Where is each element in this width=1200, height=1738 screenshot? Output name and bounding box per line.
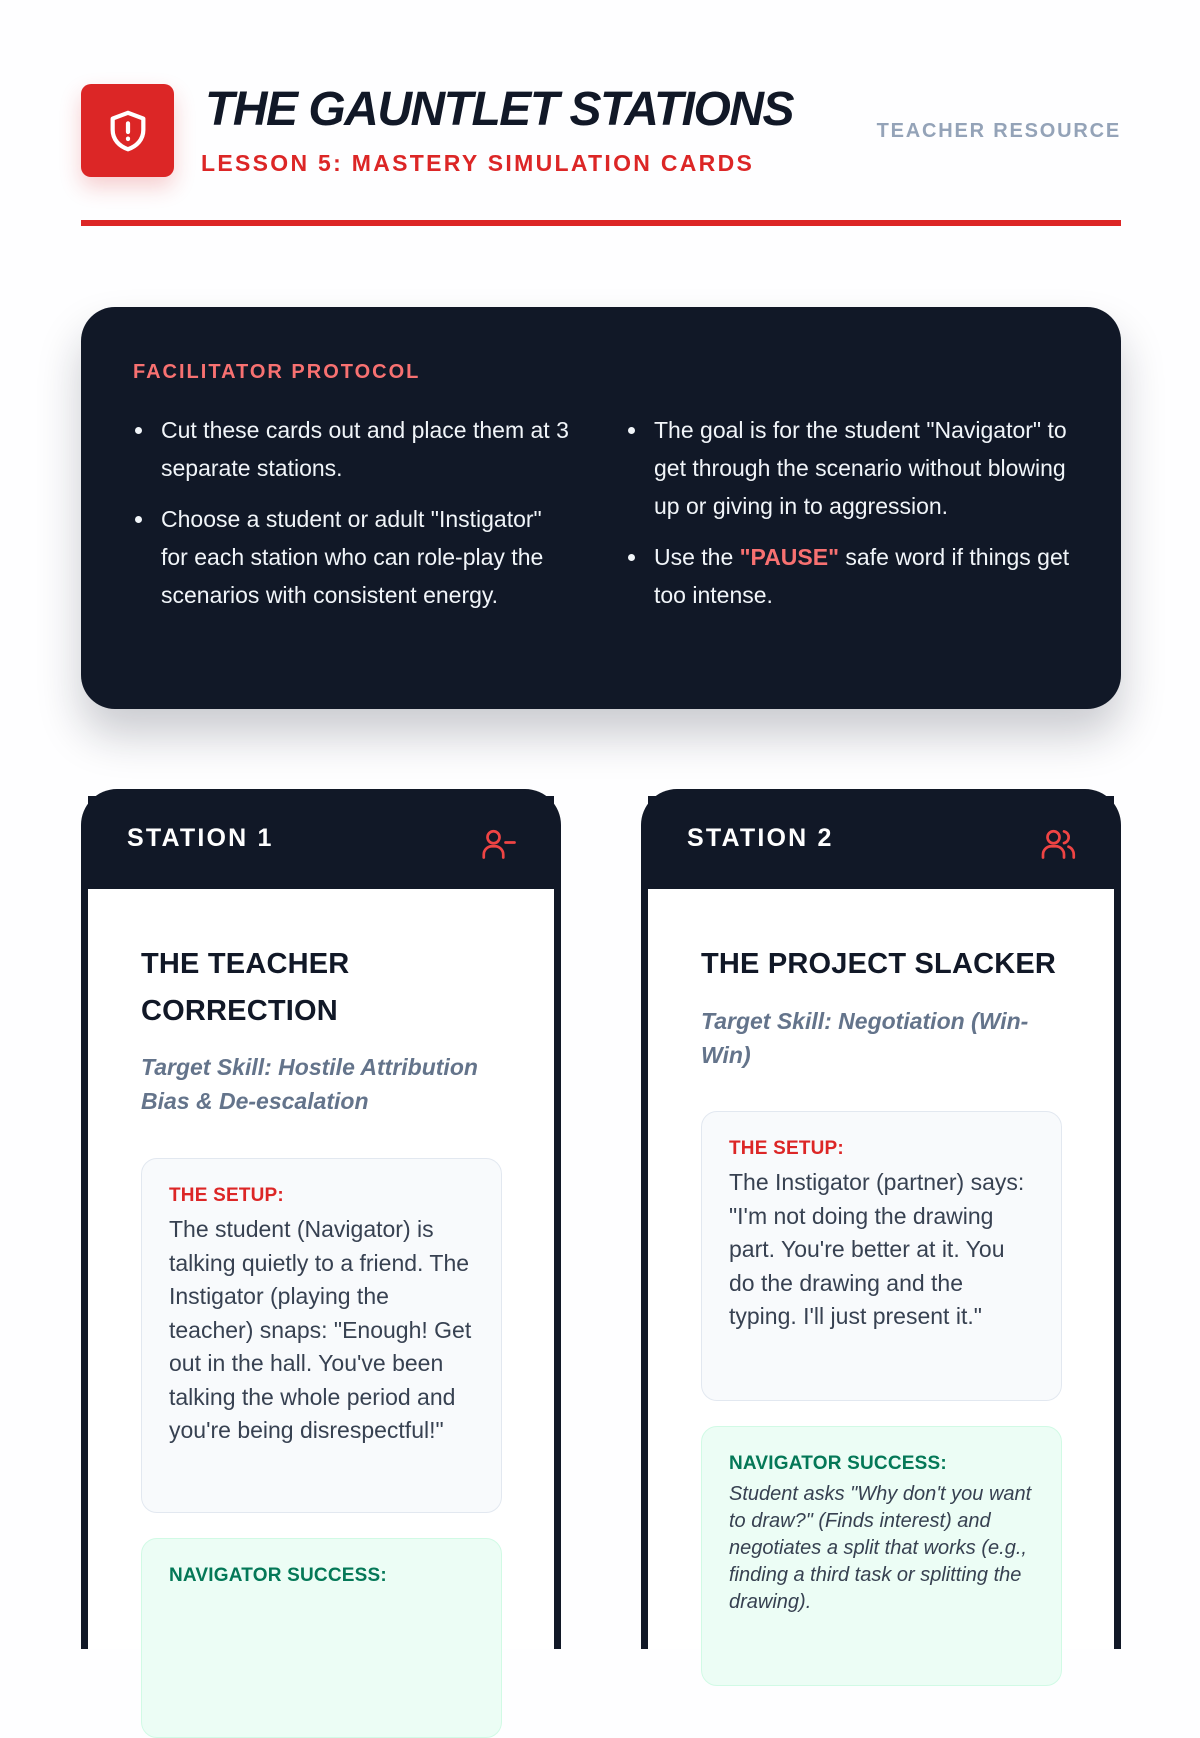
resource-tag: TEACHER RESOURCE (876, 120, 1121, 142)
page-subtitle: LESSON 5: MASTERY SIMULATION CARDS (201, 150, 755, 176)
protocol-item: Cut these cards out and place them at 3 separate stations. (133, 411, 573, 487)
station-title: THE TEACHER CORRECTION (141, 948, 350, 1027)
pause-text-before: Use the (654, 544, 740, 570)
users-icon (1040, 826, 1076, 862)
pause-text-after: safe word if things get too intense. (654, 544, 1070, 608)
page-header (81, 84, 1121, 228)
target-skill: Target Skill: Hostile Attribution Bias & De-escalation (141, 1054, 478, 1114)
success-label: NAVIGATOR SUCCESS: (729, 1453, 947, 1474)
protocol-item-pause (626, 538, 1076, 614)
success-label: NAVIGATOR SUCCESS: (169, 1565, 387, 1586)
station-label: STATION 1 (127, 824, 274, 852)
navigator-success-box (701, 1426, 1062, 1686)
setup-box (141, 1158, 502, 1513)
shield-alert-icon (105, 108, 151, 154)
setup-box (701, 1111, 1062, 1401)
station-label: STATION 2 (687, 824, 834, 852)
setup-text: The Instigator (partner) says: "I'm not doing the drawing part. You're better at it. You do the drawing and the typing. I'll just present it." (729, 1169, 1025, 1329)
target-skill: Target Skill: Negotiation (Win-Win) (701, 1008, 1029, 1068)
protocol-item: The goal is for the student "Navigator" to get through the scenario without blowing up or giving in to aggression. (626, 411, 1076, 525)
station-card-1 (81, 789, 561, 1649)
protocol-title: FACILITATOR PROTOCOL (133, 361, 421, 383)
station-title: THE PROJECT SLACKER (701, 948, 1057, 980)
setup-text: The student (Navigator) is talking quietly to a friend. The Instigator (playing the teacher) snaps: "Enough! Get out in the hall. You've been talking the whole period and you're being disrespectful!" (169, 1216, 472, 1443)
navigator-success-box (141, 1538, 502, 1738)
page-title: THE GAUNTLET STATIONS (205, 83, 794, 136)
success-text: Student asks "Why don't you want to draw?" (Finds interest) and negotiates a split that works (e.g., finding a third task or splitting the drawing). (729, 1483, 1032, 1613)
setup-label: THE SETUP: (169, 1185, 284, 1206)
header-divider (81, 220, 1121, 226)
protocol-list-left (133, 411, 573, 627)
logo (81, 84, 174, 177)
station-header (648, 796, 1114, 889)
protocol-list-right (626, 411, 1076, 627)
station-header (88, 796, 554, 889)
setup-label: THE SETUP: (729, 1138, 844, 1159)
protocol-item: Choose a student or adult "Instigator" for each station who can role-play the scenarios with consistent energy. (133, 500, 573, 614)
facilitator-protocol-panel (81, 307, 1121, 709)
user-minus-icon (480, 826, 516, 862)
station-card-2 (641, 789, 1121, 1649)
pause-safe-word: "PAUSE" (739, 544, 840, 570)
